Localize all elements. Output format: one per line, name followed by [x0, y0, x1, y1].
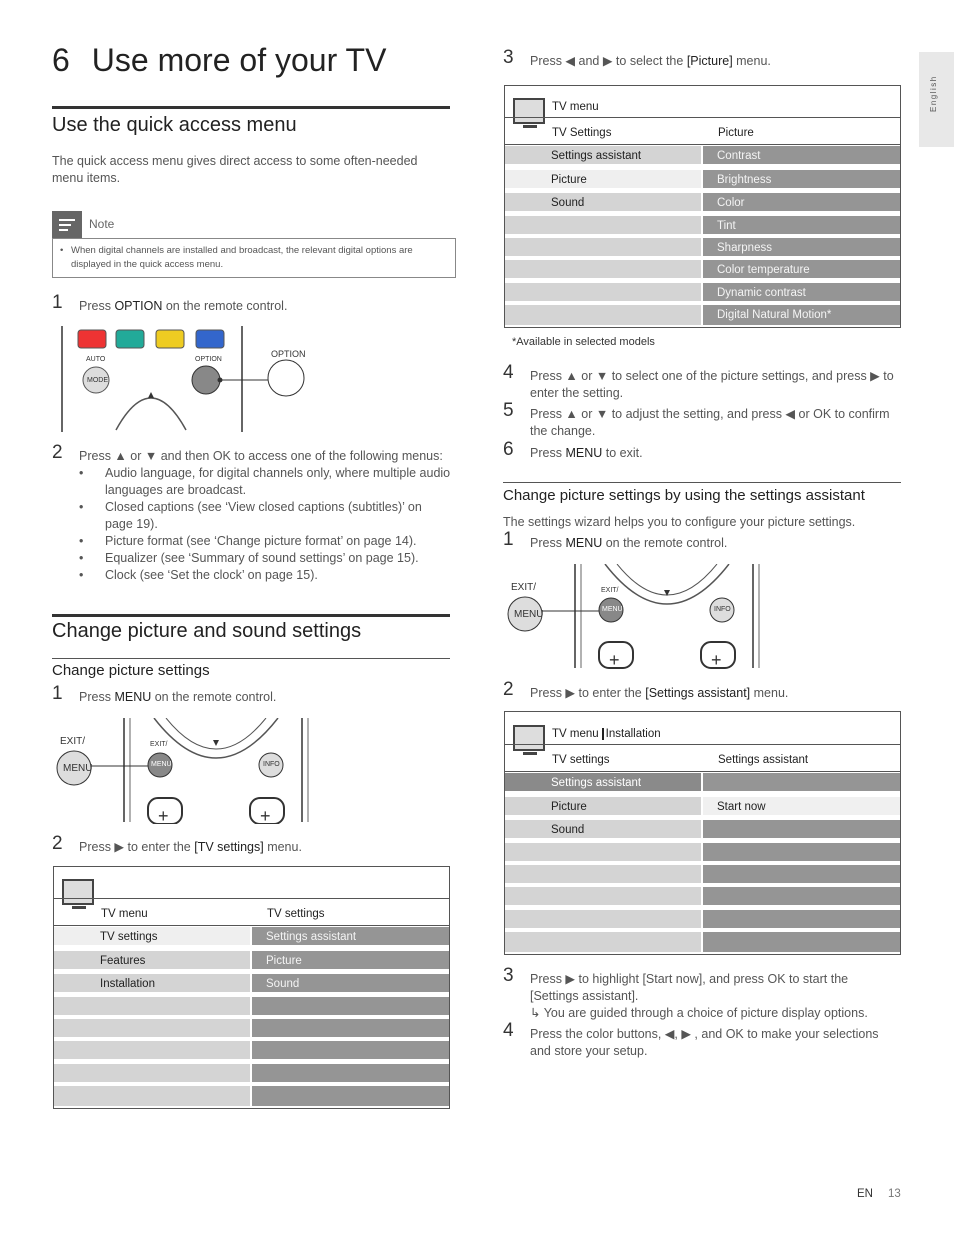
menu-option[interactable]: Tint	[703, 216, 900, 236]
menu-option	[703, 887, 900, 907]
info-label: INFO	[714, 606, 731, 613]
subsection-rule	[503, 482, 901, 483]
menu-big-label: MENU	[63, 763, 93, 774]
footnote: *Available in selected models	[512, 336, 655, 348]
menu-small-label: MENU	[151, 761, 172, 768]
svg-text:+: +	[609, 650, 620, 670]
chapter-title	[52, 42, 386, 79]
menu-title: TV menu	[552, 101, 599, 113]
chapter-title-text: Use more of your TV	[91, 42, 387, 78]
menu-item[interactable]: Sound	[505, 193, 701, 213]
step-number: 2	[52, 833, 63, 854]
menu-small-label: MENU	[602, 606, 623, 613]
svg-text:+: +	[711, 650, 722, 670]
tv-icon	[513, 725, 545, 751]
menu-item	[54, 1064, 250, 1084]
menu-item	[505, 865, 701, 885]
chapter-number: 6	[52, 42, 70, 78]
menu-item[interactable]: Installation	[54, 974, 250, 994]
menu-option[interactable]: Sharpness	[703, 238, 900, 258]
step-text: Press the color buttons, ◀, ▶ , and OK to make your selections and store your setup.	[530, 1027, 879, 1058]
footer-lang: EN	[857, 1188, 873, 1200]
menu-header-divider	[505, 771, 900, 772]
option-menu-list	[79, 465, 451, 584]
menu-option	[703, 865, 900, 885]
menu-item[interactable]: Settings assistant	[505, 146, 701, 166]
menu-col-right: Picture	[718, 127, 754, 139]
menu-col-right: TV settings	[267, 908, 325, 920]
menu-item	[505, 260, 701, 280]
menu-item	[505, 238, 701, 258]
info-label: INFO	[263, 761, 280, 768]
menu-item[interactable]: Features	[54, 951, 250, 971]
svg-text:+: +	[158, 806, 169, 824]
list-item: • Closed captions (see ‘View closed captions (subtitles)’ on page 19).	[79, 499, 451, 533]
menu-option[interactable]: Color	[703, 193, 900, 213]
menu-header-divider	[54, 898, 449, 899]
step-text: Press ▶ to enter the [Settings assistant] menu.	[530, 686, 789, 700]
menu-option[interactable]: Brightness	[703, 170, 900, 190]
note-box	[52, 238, 456, 278]
auto-label: AUTO	[86, 356, 106, 363]
step-text: Press ▲ or ▼ to adjust the setting, and press ◀ or OK to confirm the change.	[530, 407, 890, 438]
step-number: 3	[503, 965, 514, 986]
exit-small-label: EXIT/	[150, 741, 168, 748]
menu-item[interactable]: Settings assistant	[505, 773, 701, 793]
step-text: Press ▶ to highlight [Start now], and press OK to start the [Settings assistant]. ↳ You are guided through a choice of picture display options.	[530, 972, 868, 1020]
menu-item[interactable]: Sound	[505, 820, 701, 840]
menu-title: TV menu Installation	[552, 728, 661, 740]
start-now-option[interactable]: Start now	[703, 797, 900, 817]
menu-option	[703, 932, 900, 954]
note-text: When digital channels are installed and broadcast, the relevant digital options are displayed in the quick access menu.	[71, 245, 413, 270]
exit-small-label: EXIT/	[601, 587, 619, 594]
menu-item	[54, 1019, 250, 1039]
menu-option	[252, 1019, 449, 1039]
list-item: • Picture format (see ‘Change picture format’ on page 14).	[79, 533, 451, 550]
menu-col-left: TV menu	[101, 908, 148, 920]
step-number: 2	[503, 679, 514, 700]
step-text: Press MENU to exit.	[530, 446, 643, 460]
menu-item	[505, 932, 701, 954]
menu-item	[54, 997, 250, 1017]
tv-menu-screen-settings-assistant	[504, 711, 901, 955]
change-settings-heading: Change picture and sound settings	[52, 620, 362, 642]
menu-col-left: TV settings	[552, 754, 610, 766]
menu-option[interactable]: Picture	[252, 951, 449, 971]
list-item: • Clock (see ‘Set the clock’ on page 15).	[79, 567, 451, 584]
assistant-subheading: Change picture settings by using the settings assistant	[503, 487, 865, 504]
tv-icon	[513, 98, 545, 124]
language-tab	[919, 52, 954, 147]
step-number: 2	[52, 442, 63, 463]
quick-access-heading: Use the quick access menu	[52, 114, 297, 136]
tv-menu-screen-picture	[504, 85, 901, 328]
note-icon	[52, 211, 82, 238]
language-tab-label: English	[929, 75, 938, 112]
remote-menu-illustration	[505, 564, 765, 670]
menu-item	[505, 305, 701, 327]
menu-header-divider	[505, 117, 900, 118]
menu-option	[703, 773, 900, 793]
step-number: 1	[52, 683, 63, 704]
step-number: 6	[503, 439, 514, 460]
note-label: Note	[89, 217, 115, 231]
step-text: Press ▲ or ▼ and then OK to access one of the following menus:	[79, 449, 443, 463]
step-text: Press MENU on the remote control.	[79, 690, 277, 704]
menu-option[interactable]: Color temperature	[703, 260, 900, 280]
menu-header-divider	[54, 925, 449, 926]
menu-item	[505, 910, 701, 930]
tv-menu-screen-tv-settings	[53, 866, 450, 1109]
assistant-intro: The settings wizard helps you to configure your picture settings.	[503, 515, 856, 529]
list-item: • Audio language, for digital channels only, where multiple audio languages are broadcast.	[79, 465, 451, 499]
menu-option[interactable]: Dynamic contrast	[703, 283, 900, 303]
exit-label: EXIT/	[60, 736, 86, 747]
menu-option[interactable]: Settings assistant	[252, 927, 449, 947]
menu-header-divider	[505, 144, 900, 145]
menu-col-right: Settings assistant	[718, 754, 809, 766]
mode-label: MODE	[87, 377, 108, 384]
menu-option[interactable]: Contrast	[703, 146, 900, 166]
menu-option	[703, 820, 900, 840]
step-text: Press ▶ to enter the [TV settings] menu.	[79, 840, 302, 854]
menu-item[interactable]: Picture	[505, 170, 701, 190]
result-arrow-icon: ↳	[530, 1006, 541, 1020]
menu-option	[252, 1086, 449, 1108]
menu-option[interactable]: Digital Natural Motion*	[703, 305, 900, 327]
menu-option	[252, 1041, 449, 1061]
step-number: 4	[503, 1020, 514, 1041]
menu-option	[252, 997, 449, 1017]
step-number: 1	[503, 529, 514, 550]
option-small-label: OPTION	[195, 356, 222, 363]
change-picture-subheading: Change picture settings	[52, 662, 210, 679]
menu-item[interactable]: TV settings	[54, 927, 250, 947]
step-number: 5	[503, 400, 514, 421]
section-rule	[52, 614, 450, 617]
menu-big-label: MENU	[514, 609, 544, 620]
menu-option[interactable]: Sound	[252, 974, 449, 994]
menu-item[interactable]: Picture	[505, 797, 701, 817]
step-text: Press OPTION on the remote control.	[79, 299, 288, 313]
menu-item	[54, 1041, 250, 1061]
menu-item	[505, 887, 701, 907]
menu-option	[703, 910, 900, 930]
menu-item	[505, 216, 701, 236]
section-rule	[52, 106, 450, 109]
exit-label: EXIT/	[511, 582, 537, 593]
menu-item	[54, 1086, 250, 1108]
menu-item	[505, 843, 701, 863]
step-text: Press ◀ and ▶ to select the [Picture] menu.	[530, 54, 771, 68]
menu-col-left: TV Settings	[552, 127, 612, 139]
list-item: • Equalizer (see ‘Summary of sound settings’ on page 15).	[79, 550, 451, 567]
page-number: 13	[888, 1188, 901, 1200]
remote-menu-illustration	[54, 718, 314, 824]
menu-option	[252, 1064, 449, 1084]
step-number: 4	[503, 362, 514, 383]
subsection-rule	[52, 658, 450, 659]
svg-text:+: +	[260, 806, 271, 824]
step-text: Press MENU on the remote control.	[530, 536, 728, 550]
step-number: 3	[503, 47, 514, 68]
quick-access-intro: The quick access menu gives direct access to some often-needed menu items.	[52, 154, 418, 185]
menu-header-divider	[505, 744, 900, 745]
step-number: 1	[52, 292, 63, 313]
option-callout-label: OPTION	[271, 349, 306, 359]
tv-icon	[62, 879, 94, 905]
menu-option	[703, 843, 900, 863]
menu-item	[505, 283, 701, 303]
step-text: Press ▲ or ▼ to select one of the picture settings, and press ▶ to enter the setting.	[530, 369, 894, 400]
